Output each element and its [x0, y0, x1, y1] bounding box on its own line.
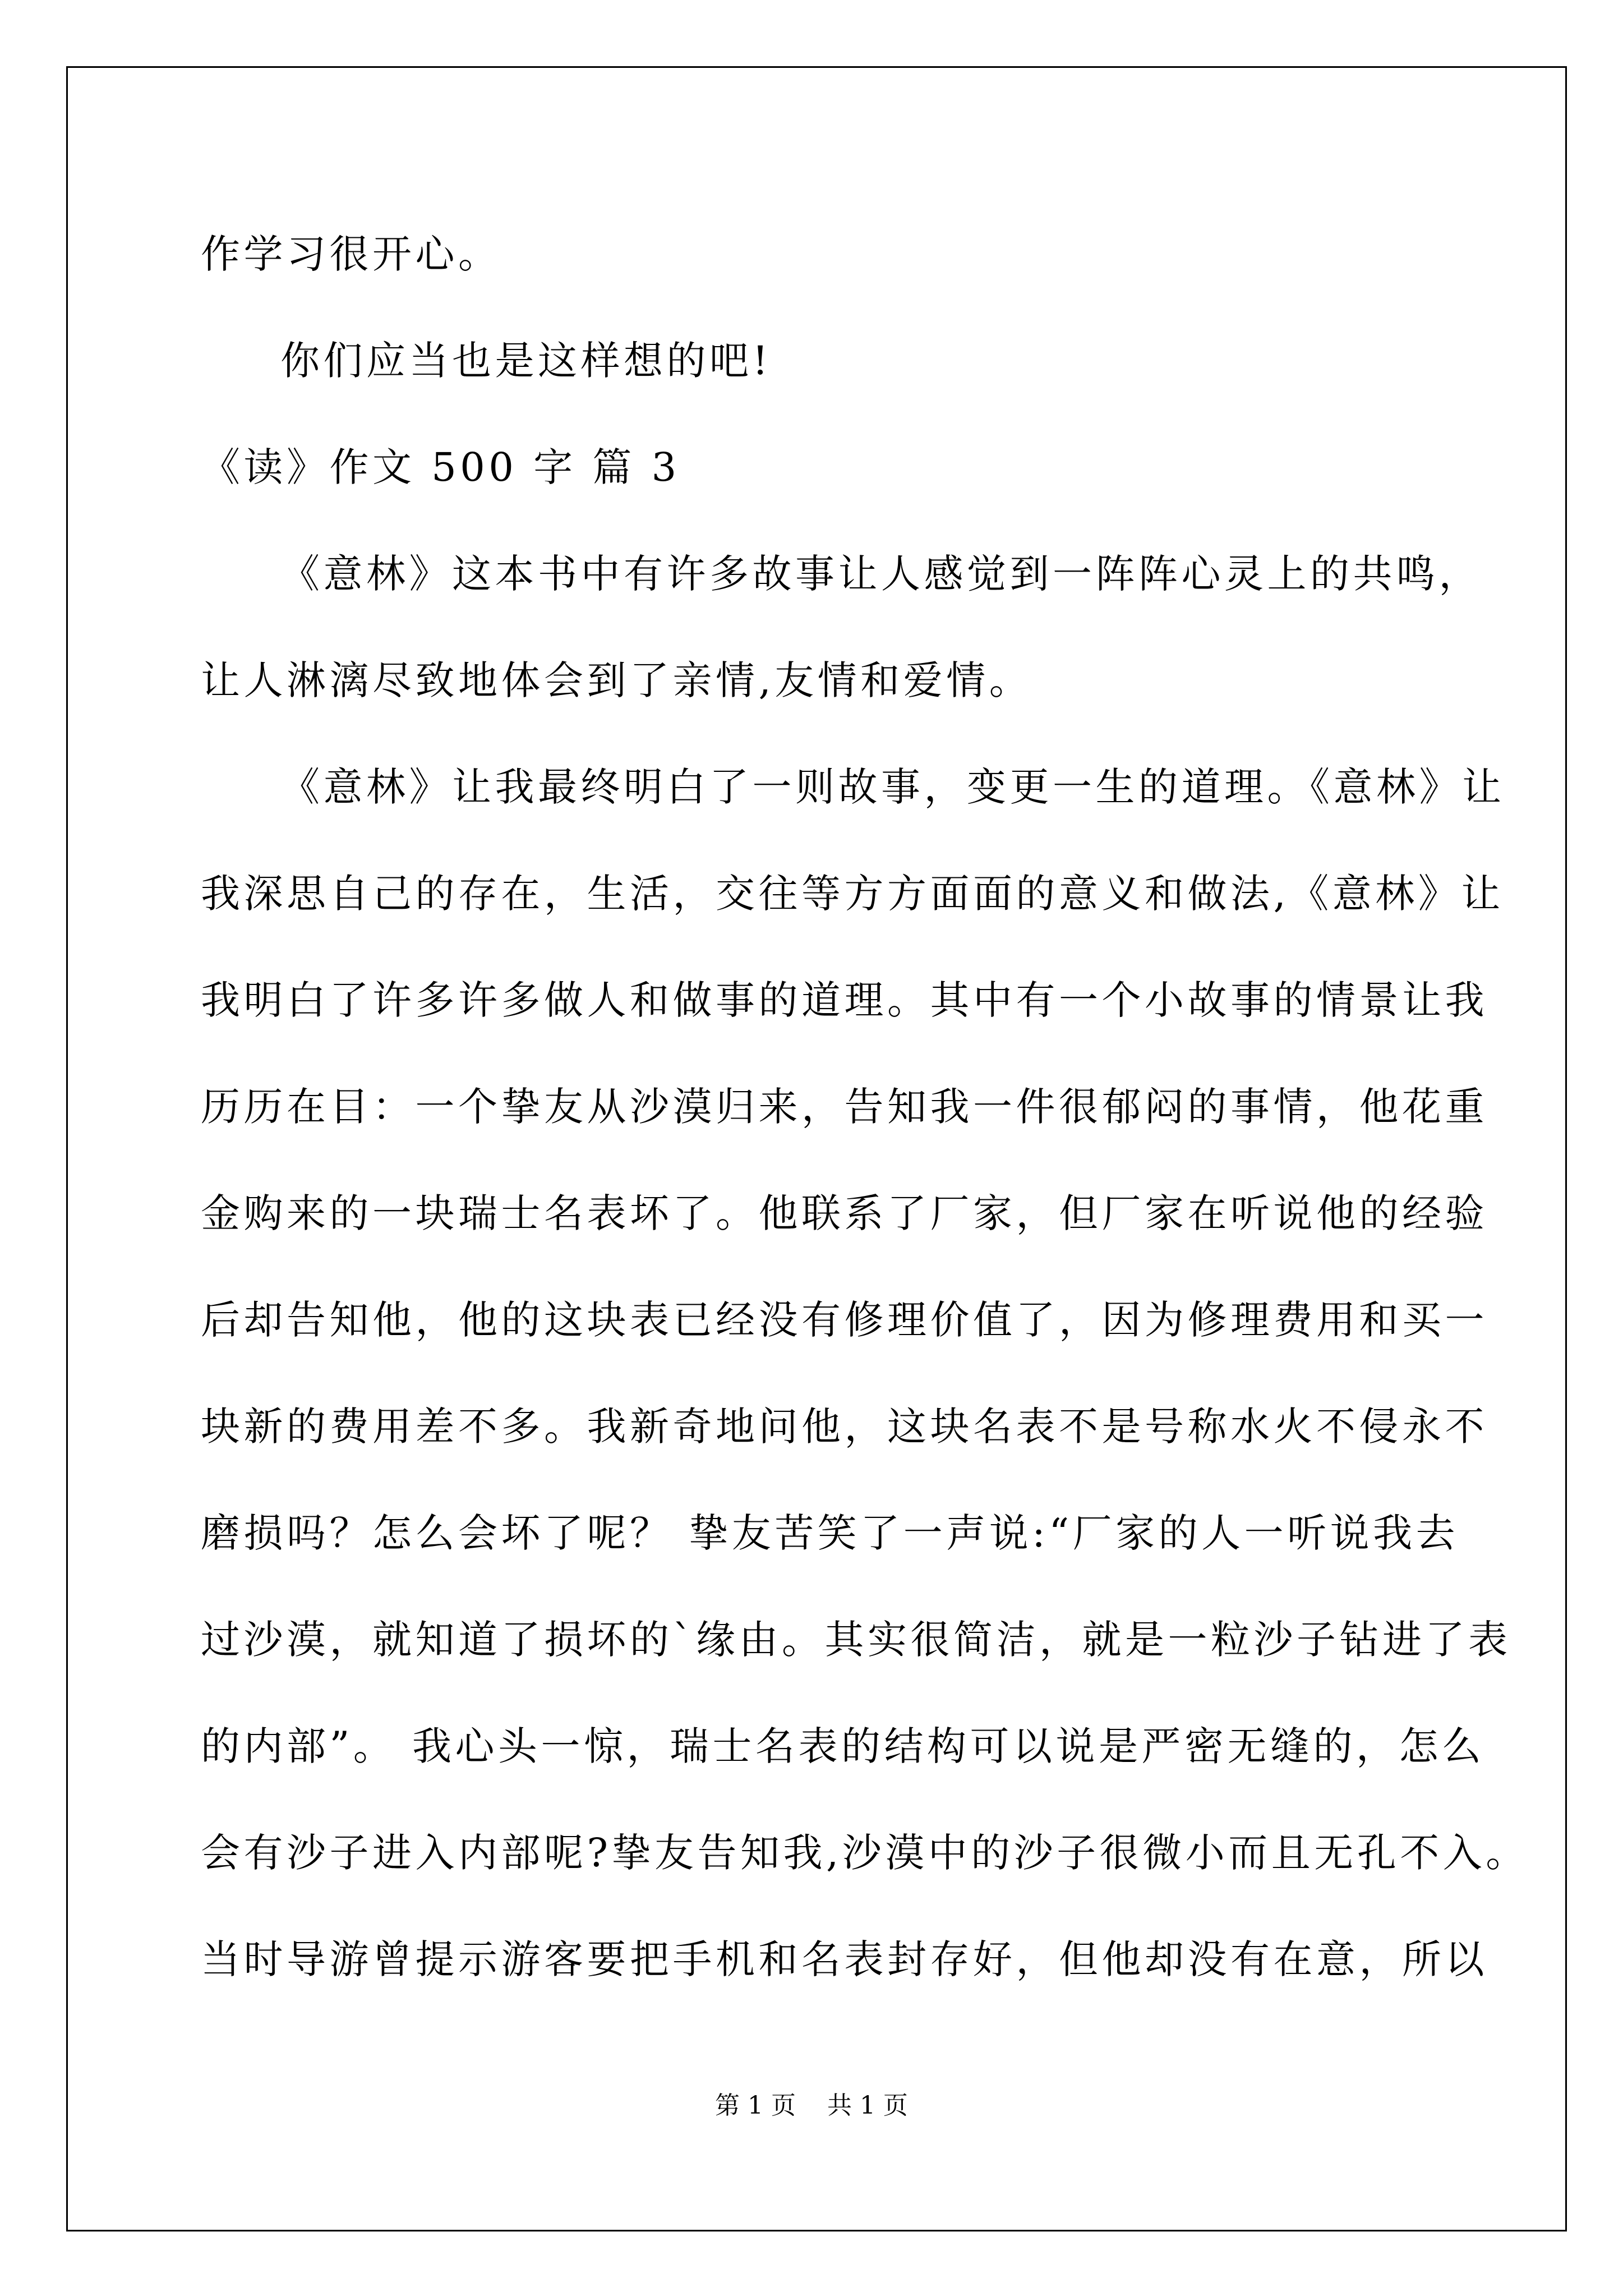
text-line-17: 当时导游曾提示游客要把手机和名表封存好，但他却没有在意，所以 — [201, 1936, 1488, 1982]
text-line-12: 块新的费用差不多。我新奇地问他，这块名表不是号称水火不侵永不 — [201, 1404, 1488, 1450]
page-number-footer: 第 1 页 共 1 页 — [715, 2091, 908, 2120]
text-line-10: 金购来的一块瑞士名表坏了。他联系了厂家，但厂家在听说他的经验 — [201, 1190, 1488, 1236]
page-border — [66, 66, 1567, 2231]
text-line-13: 磨损吗？怎么会坏了呢？ 挚友苦笑了一声说:“厂家的人一听说我去 — [201, 1510, 1459, 1556]
text-line-9: 历历在目：一个挚友从沙漠归来，告知我一件很郁闷的事情，他花重 — [201, 1084, 1488, 1130]
text-line-1: 作学习很开心。 — [201, 231, 501, 277]
section-heading: 《读》作文 500 字 篇 3 — [201, 444, 680, 490]
text-line-7: 我深思自己的存在，生活，交往等方方面面的意义和做法,《意林》让 — [201, 871, 1504, 917]
text-line-8: 我明白了许多许多做人和做事的道理。其中有一个小故事的情景让我 — [201, 977, 1488, 1023]
text-line-11: 后却告知他，他的这块表已经没有修理价值了，因为修理费用和买一 — [201, 1297, 1488, 1343]
text-line-5: 让人淋漓尽致地体会到了亲情,友情和爱情。 — [201, 657, 1032, 703]
text-line-6: 《意林》让我最终明白了一则故事，变更一生的道理。《意林》让 — [280, 764, 1505, 810]
text-line-15: 的内部”。 我心头一惊，瑞士名表的结构可以说是严密无缝的，怎么 — [201, 1723, 1485, 1769]
text-line-14: 过沙漠，就知道了损坏的`缘由。其实很简洁，就是一粒沙子钻进了表 — [201, 1617, 1511, 1663]
text-line-2: 你们应当也是这样想的吧! — [280, 338, 772, 384]
text-line-16: 会有沙子进入内部呢?挚友告知我,沙漠中的沙子很微小而且无孔不入。 — [201, 1830, 1529, 1876]
text-line-4: 《意林》这本书中有许多故事让人感觉到一阵阵心灵上的共鸣， — [280, 551, 1482, 597]
